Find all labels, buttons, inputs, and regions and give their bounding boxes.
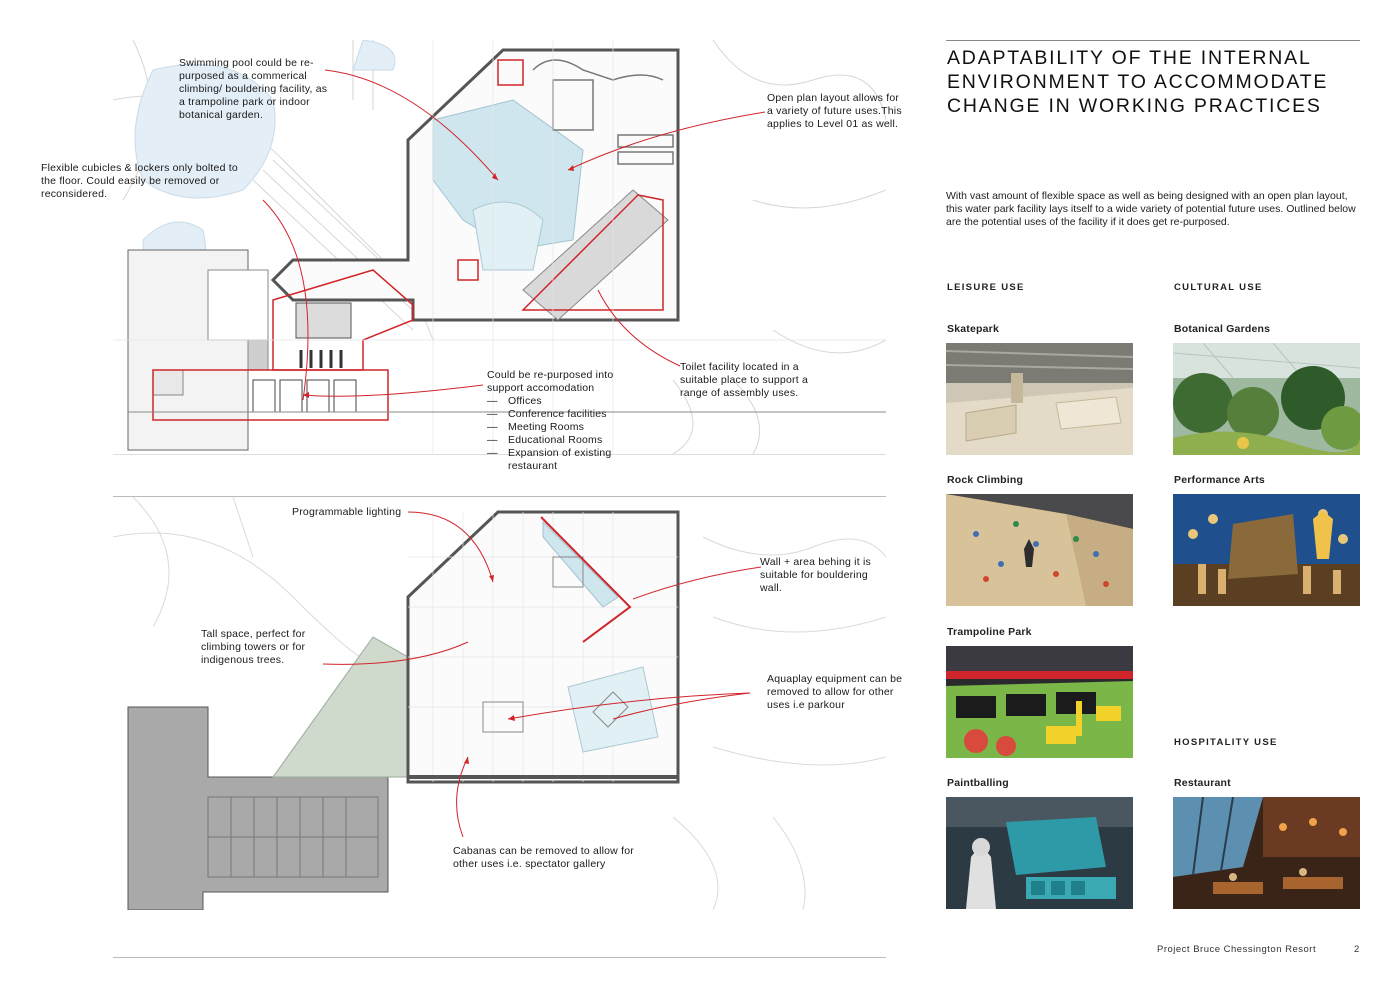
skatepark-caption: Skatepark: [947, 323, 999, 335]
support-accommodation-note: [487, 369, 627, 473]
trampoline-park-caption: Trampoline Park: [947, 626, 1032, 638]
botanical-gardens-photo: [1173, 343, 1360, 455]
list-item: — Offices: [487, 395, 627, 408]
botanical-caption: Botanical Gardens: [1174, 323, 1271, 335]
cabanas-note: Cabanas can be removed to allow for other uses i.e. spectator gallery: [453, 845, 634, 870]
wall-note: Wall + area behing it is suitable for bouldering wall.: [760, 556, 871, 594]
footer-page-number: 2: [1354, 944, 1360, 955]
restaurant-photo: [1173, 797, 1360, 909]
list-item: — Conference facilities: [487, 408, 627, 421]
page-title-line-2: ENVIRONMENT TO ACCOMMODATE: [947, 71, 1329, 93]
tall-space-note: Tall space, perfect for climbing towers or for indigenous trees.: [201, 628, 306, 666]
list-item: — Educational Rooms: [487, 434, 627, 447]
performance-arts-photo: [1173, 494, 1360, 606]
open-plan-note: Open plan layout allows for a variety of future uses.This applies to Level 01 as well.: [767, 92, 902, 130]
leisure-use-heading: LEISURE USE: [947, 282, 1025, 293]
list-item: — Meeting Rooms: [487, 421, 627, 434]
pool-note: Swimming pool could be re-purposed as a commerical climbing/ bouldering facility, as a trampoline park or indoor botanical garden.: [179, 57, 328, 121]
rock-climbing-photo: [946, 494, 1133, 606]
page-title-line-3: CHANGE IN WORKING PRACTICES: [947, 95, 1322, 117]
paintballing-caption: Paintballing: [947, 777, 1009, 789]
performance-arts-caption: Performance Arts: [1174, 474, 1265, 486]
bottom-plan-bottom-rule: [113, 957, 886, 958]
restaurant-caption: Restaurant: [1174, 777, 1231, 789]
footer-project-name: Project Bruce Chessington Resort: [1157, 944, 1317, 955]
skatepark-photo: [946, 343, 1133, 455]
support-note-heading: Could be re-purposed into support accomodation: [487, 369, 614, 394]
hospitality-use-heading: HOSPITALITY USE: [1174, 737, 1278, 748]
lighting-note: Programmable lighting: [292, 506, 402, 518]
paintballing-photo: [946, 797, 1133, 909]
intro-paragraph: With vast amount of flexible space as well as being designed with an open plan layout, this water park facility lays itself to a wide variety of potential future uses. Outlined below are the potential uses of the facility if it does get re-purposed.: [946, 190, 1356, 228]
trampoline-park-photo: [946, 646, 1133, 758]
page-title: [947, 46, 1360, 118]
list-item: — Expansion of existing restaurant: [487, 447, 627, 473]
support-uses-list: [487, 395, 627, 473]
aquaplay-note: Aquaplay equipment can be removed to allow for other uses i.e parkour: [767, 673, 903, 711]
cultural-use-heading: CULTURAL USE: [1174, 282, 1263, 293]
cubicles-note: Flexible cubicles & lockers only bolted to the floor. Could easily be removed or reconsidered.: [41, 162, 238, 200]
title-top-rule: [946, 40, 1360, 41]
page-title-line-1: ADAPTABILITY OF THE INTERNAL: [947, 47, 1312, 69]
toilet-note: Toilet facility located in a suitable place to support a range of assembly uses.: [680, 361, 808, 399]
rock-climbing-caption: Rock Climbing: [947, 474, 1024, 486]
